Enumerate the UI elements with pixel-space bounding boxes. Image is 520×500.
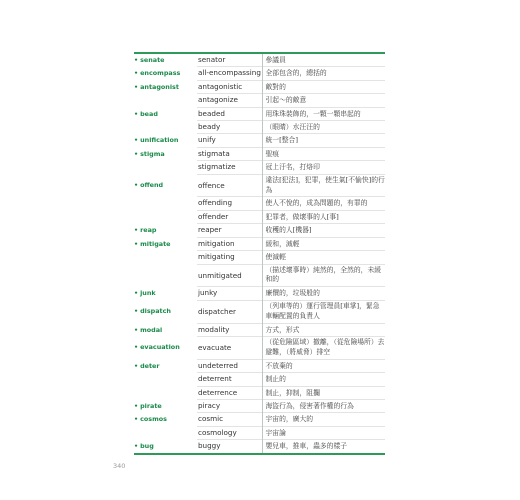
headword-cell	[134, 336, 197, 359]
derived-word: beaded	[197, 107, 262, 120]
derived-word: mitigating	[197, 251, 262, 264]
headword: stigma	[140, 149, 165, 158]
derived-word: antagonize	[197, 94, 262, 107]
page-number: 340	[113, 462, 126, 470]
derived-word: reaper	[197, 224, 262, 237]
table-row	[134, 54, 385, 67]
bullet-icon: •	[134, 343, 139, 352]
derived-word: dispatcher	[197, 300, 262, 323]
bullet-icon: •	[134, 56, 139, 65]
meaning: （眼睛）水汪汪的	[262, 121, 385, 134]
headword: bead	[140, 109, 158, 118]
derived-word: cosmic	[197, 413, 262, 426]
table-row	[134, 264, 385, 287]
table-row	[134, 237, 385, 250]
bullet-icon: •	[134, 226, 139, 235]
headword-cell	[134, 147, 197, 160]
table-row	[134, 373, 385, 386]
meaning: 海盜行為，侵害著作權的行為	[262, 399, 385, 412]
meaning: 制止，抑制，阻攔	[262, 386, 385, 399]
table-row	[134, 174, 385, 197]
table-row	[134, 323, 385, 336]
derived-word: cosmology	[197, 426, 262, 439]
derived-word: senator	[198, 55, 226, 64]
bullet-icon: •	[134, 415, 139, 424]
meaning: 敵對的	[262, 80, 385, 93]
meaning: 引起～的敵意	[262, 94, 385, 107]
derived-word: all-encompassing	[197, 67, 262, 80]
headword-cell	[134, 287, 197, 300]
table-row	[134, 67, 385, 80]
bullet-icon: •	[134, 109, 139, 118]
table-row	[134, 107, 385, 120]
table-row	[134, 336, 385, 359]
headword-cell	[134, 300, 197, 323]
table-row	[134, 251, 385, 264]
bullet-icon: •	[134, 289, 139, 298]
bullet-icon: •	[134, 441, 139, 450]
table-row	[134, 287, 385, 300]
meaning: 聖痕	[262, 147, 385, 160]
bullet-icon: •	[134, 136, 139, 145]
meaning: 全部包含的，總括的	[262, 67, 385, 80]
table-row	[134, 161, 385, 174]
derived-word: offence	[197, 174, 262, 197]
meaning: 使減輕	[262, 251, 385, 264]
meaning: （描述壞事時）純然的，全然的，未緩和的	[262, 264, 385, 287]
meaning: 宇宙論	[262, 426, 385, 439]
bullet-icon: •	[134, 306, 139, 315]
headword: deter	[140, 361, 160, 370]
headword-cell	[134, 174, 197, 197]
derived-word: antagonistic	[197, 80, 262, 93]
headword-cell	[134, 54, 197, 67]
meaning: （列車等的）運行管理員[車掌]，緊急車輛配置的負責人	[262, 300, 385, 323]
headword-cell	[134, 134, 197, 147]
derived-word: stigmatize	[197, 161, 262, 174]
derived-word: deterrence	[197, 386, 262, 399]
table-row	[134, 197, 385, 210]
derived-word: undeterred	[197, 359, 262, 372]
table-row	[134, 426, 385, 439]
bullet-icon: •	[134, 361, 139, 370]
meaning: 緩和，減輕	[262, 237, 385, 250]
meaning: 收穫的人[機器]	[262, 224, 385, 237]
bullet-icon: •	[134, 180, 139, 189]
table-row	[134, 399, 385, 412]
table-row	[134, 300, 385, 323]
headword-cell	[134, 359, 197, 372]
derived-word: piracy	[197, 399, 262, 412]
meaning: 參議員	[262, 54, 385, 67]
derived-word: beady	[197, 121, 262, 134]
meaning: 用珠珠裝飾的，一顆一顆串起的	[262, 107, 385, 120]
table-row	[134, 121, 385, 134]
headword-cell	[134, 264, 197, 287]
bullet-icon: •	[134, 69, 139, 78]
headword: unification	[140, 136, 179, 145]
headword-cell	[134, 197, 197, 210]
table-row	[134, 147, 385, 160]
derived-word: unify	[197, 134, 262, 147]
headword-cell	[134, 94, 197, 107]
derived-word: offender	[197, 210, 262, 223]
headword: dispatch	[140, 306, 171, 315]
headword: antagonist	[140, 82, 179, 91]
headword-cell	[134, 373, 197, 386]
meaning: 犯罪者，做壞事的人[事]	[262, 210, 385, 223]
headword-cell	[134, 107, 197, 120]
meaning: 使人不悅的，成為問題的，有罪的	[262, 197, 385, 210]
table-row	[134, 94, 385, 107]
headword: cosmos	[140, 415, 167, 424]
headword-cell	[134, 67, 197, 80]
vocabulary-table	[134, 52, 385, 455]
bullet-icon: •	[134, 325, 139, 334]
table-row	[134, 359, 385, 372]
headword: junk	[140, 289, 156, 298]
meaning: 違法[犯法]，犯罪，使生氣[不愉快]的行為	[262, 174, 385, 197]
derived-word: stigmata	[197, 147, 262, 160]
derived-word: deterrent	[197, 373, 262, 386]
meaning: 統一[整合]	[262, 134, 385, 147]
table-row	[134, 224, 385, 237]
meaning: 冠上汙名，打烙印	[262, 161, 385, 174]
meaning: 制止的	[262, 373, 385, 386]
headword-cell	[134, 386, 197, 399]
derived-word: modality	[197, 323, 262, 336]
headword: modal	[140, 325, 163, 334]
meaning: （從危險區域）撤離，（從危險場所）去避難，（將威脅）排空	[262, 336, 385, 359]
table-row	[134, 80, 385, 93]
table-row	[134, 386, 385, 399]
headword: evacuation	[140, 343, 180, 352]
headword-cell	[134, 237, 197, 250]
headword-cell	[134, 224, 197, 237]
derived-word: buggy	[197, 440, 262, 453]
headword-cell	[134, 426, 197, 439]
headword: senate	[140, 56, 165, 65]
headword-cell	[134, 161, 197, 174]
derived-word: evacuate	[197, 336, 262, 359]
meaning: 廉價的，垃圾般的	[262, 287, 385, 300]
headword: mitigate	[140, 239, 171, 248]
derived-word: offending	[197, 197, 262, 210]
derived-word: junky	[197, 287, 262, 300]
derived-word: unmitigated	[197, 264, 262, 287]
meaning: 方式，形式	[262, 323, 385, 336]
headword-cell	[134, 121, 197, 134]
table-body	[134, 54, 385, 453]
derived-word: mitigation	[197, 237, 262, 250]
headword-cell	[134, 210, 197, 223]
headword-cell	[134, 80, 197, 93]
meaning: 嬰兒車，推車，蟲多的樣子	[262, 440, 385, 453]
headword: offend	[140, 180, 164, 189]
headword-cell	[134, 413, 197, 426]
headword-cell	[134, 251, 197, 264]
table-row	[134, 134, 385, 147]
bullet-icon: •	[134, 401, 139, 410]
bullet-icon: •	[134, 239, 139, 248]
vocabulary-grid	[134, 54, 385, 453]
table-row	[134, 413, 385, 426]
meaning: 宇宙的，廣大的	[262, 413, 385, 426]
bullet-icon: •	[134, 149, 139, 158]
bullet-icon: •	[134, 82, 139, 91]
headword-cell	[134, 323, 197, 336]
headword: bug	[140, 441, 154, 450]
headword: reap	[140, 226, 157, 235]
table-row	[134, 440, 385, 453]
meaning: 不放棄的	[262, 359, 385, 372]
headword: encompass	[140, 69, 181, 78]
headword-cell	[134, 399, 197, 412]
table-row	[134, 210, 385, 223]
headword-cell	[134, 440, 197, 453]
headword: pirate	[140, 401, 162, 410]
